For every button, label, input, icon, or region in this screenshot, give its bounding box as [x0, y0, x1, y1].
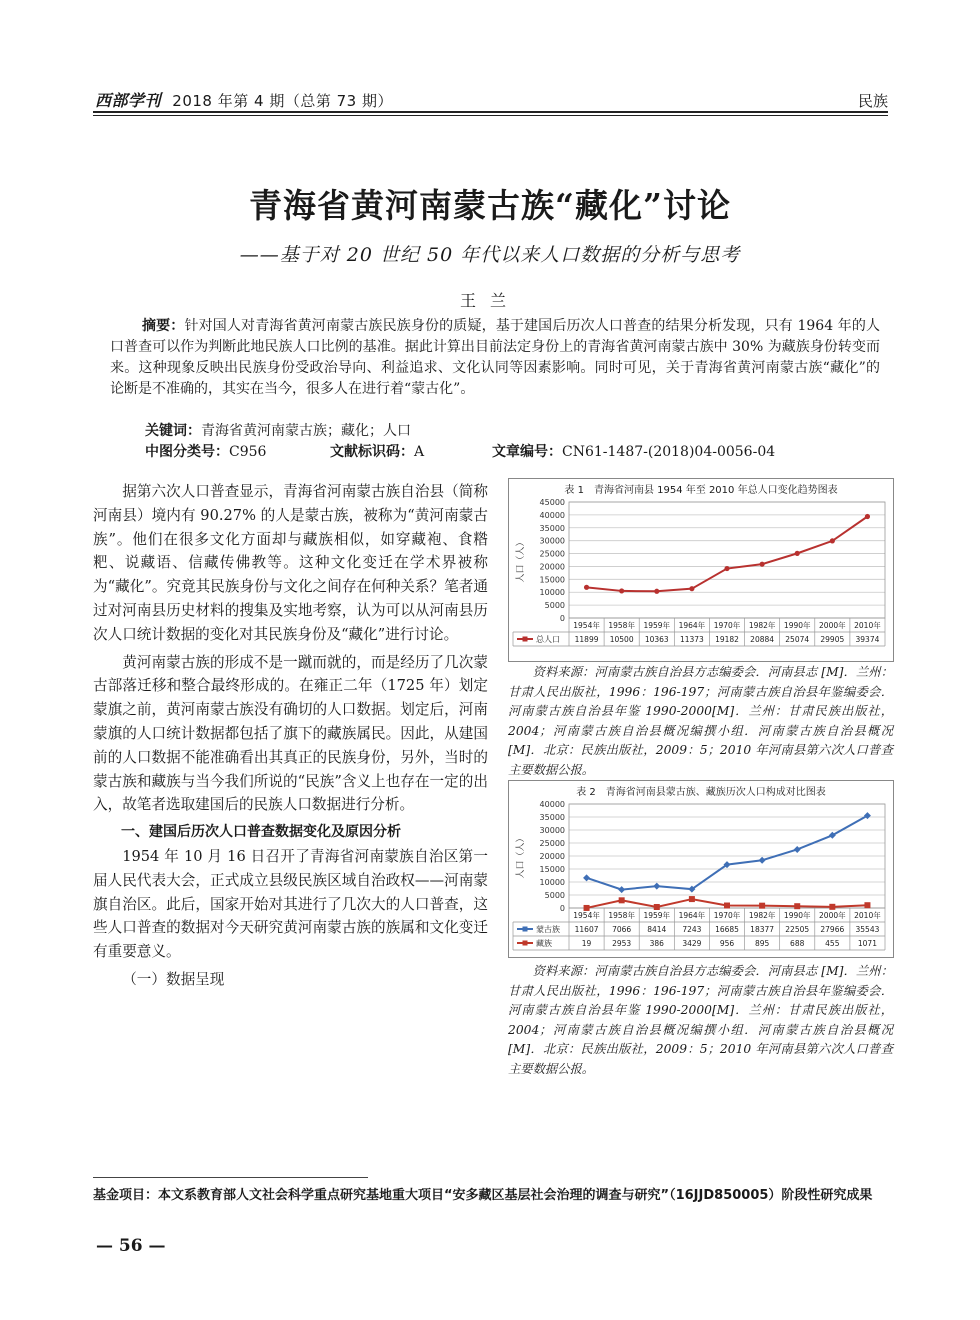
y-tick-label: 45000 — [539, 498, 565, 507]
legend-marker — [523, 927, 528, 932]
y-tick-label: 15000 — [539, 575, 565, 585]
x-tick-label: 2000年 — [819, 621, 846, 630]
data-point — [794, 846, 801, 853]
journal-logo: 西部学刊 — [95, 91, 162, 110]
article-number-label: 文章编号： — [492, 444, 562, 460]
data-point — [864, 902, 870, 908]
keywords-text: 青海省黄河南蒙古族；藏化；人口 — [201, 423, 411, 439]
x-tick-label: 1982年 — [748, 621, 776, 630]
journal-header — [95, 88, 393, 111]
data-point — [724, 903, 730, 909]
keywords — [145, 420, 411, 440]
data-point — [654, 589, 659, 594]
series-line — [587, 816, 868, 890]
data-point — [618, 886, 625, 893]
x-tick-label: 1970年 — [713, 911, 741, 920]
body-column-left — [93, 480, 488, 992]
x-tick-label: 1954年 — [573, 911, 600, 920]
source-note-2-text: 资料来源：河南蒙古族自治县方志编委会．河南县志 [M]．兰州：甘肃人民出版社，1996：196-197；河南蒙古族自治县年鉴编委会．河南蒙古族自治县年鉴 1990-2000[M]．兰州：甘肃民族出版社，2004；河南蒙古族自治县概况编撰小组．河南蒙古族自治县概况 [M]．北京：民族出版社，2009：5；2010 年河南县第六次人口普查主要数据公报。 — [508, 964, 893, 1076]
y-tick-label: 40000 — [539, 800, 565, 809]
paragraph-1: 据第六次人口普查显示，青海省河南蒙古族自治县（简称河南县）境内有 90.27% 的人是蒙古族，被称为“黄河南蒙古族”。他们在很多文化方面却与藏族相似，如穿藏袍、食糌粑、说藏语、信藏传佛教等。这种文化变迁在学术界被称为“藏化”。究竟其民族身份与文化之间存在何种关系？笔者通过对河南县历史材料的搜集及实地考察，认为可以从河南县历次人口统计数据的变化对其民族身份及“藏化”进行讨论。 — [93, 483, 488, 643]
data-point — [724, 566, 729, 571]
header-rule — [93, 111, 888, 113]
data-label: 895 — [754, 939, 770, 948]
data-label: 11607 — [574, 925, 599, 934]
y-tick-label: 25000 — [539, 839, 565, 848]
data-label: 7243 — [682, 925, 702, 934]
data-label: 11899 — [574, 635, 599, 644]
data-point — [619, 897, 625, 903]
y-tick-label: 35000 — [539, 523, 565, 533]
data-label: 10500 — [609, 635, 634, 644]
section-heading-1: 一、建国后历次人口普查数据变化及原因分析 — [121, 824, 401, 841]
source-note-2 — [508, 962, 893, 1079]
x-tick-label: 1990年 — [783, 621, 811, 630]
chart-1-frame — [508, 478, 894, 662]
x-tick-label: 1964年 — [678, 911, 706, 920]
source-note-1-text: 资料来源：河南蒙古族自治县方志编委会．河南县志 [M]．兰州：甘肃人民出版社，1996：196-197；河南蒙古族自治县年鉴编委会．河南蒙古族自治县年鉴 1990-2000[M]．兰州：甘肃民族出版社，2004；河南蒙古族自治县概况编撰小组．河南蒙古族自治县概况 [M]．北京：民族出版社，2009：5；2010 年河南县第六次人口普查主要数据公报。 — [508, 665, 893, 777]
x-tick-label: 2000年 — [819, 911, 846, 920]
data-point — [583, 874, 590, 881]
data-label: 22505 — [785, 925, 810, 934]
data-point — [795, 551, 800, 556]
paragraph-3: 1954 年 10 月 16 日召开了青海省河南蒙族自治区第一届人民代表大会，正式成立县级民族区域自治政权——河南蒙旗自治区。此后，国家开始对其进行了几次大的人口普查，这些人口普查的数据对今天研究黄河南蒙古族的族属和文化变迁有重要意义。 — [93, 847, 488, 961]
y-tick-label: 5000 — [544, 891, 565, 900]
legend-label: 蒙古族 — [536, 925, 560, 934]
data-point — [794, 903, 800, 909]
data-label: 386 — [649, 939, 664, 948]
source-note-1 — [508, 663, 893, 780]
plot-area — [569, 502, 885, 618]
data-label: 39374 — [855, 635, 880, 644]
doc-code — [330, 441, 424, 461]
page-number: — 56 — — [96, 1236, 166, 1256]
abstract-text: 针对国人对青海省黄河南蒙古族民族身份的质疑，基于建国后历次人口普查的结果分析发现，只有 1964 年的人口普查可以作为判断此地民族人口比例的基准。据此计算出目前法定身份上的青海省黄河南蒙古族中 30% 为藏族身份转变而来。这种现象反映出民族身份受政治导向、利益追求、文化认同等因素影响。同时可见，关于青海省黄河南蒙古族“藏化”的论断是不准确的，其实在当今，很多人在进行着“蒙古化”。 — [110, 318, 881, 397]
doc-code-value: A — [414, 444, 425, 460]
x-tick-label: 1959年 — [643, 621, 671, 630]
clc-label: 中图分类号： — [145, 444, 229, 460]
data-label: 11373 — [679, 635, 704, 644]
legend-marker — [523, 637, 528, 642]
y-tick-label: 25000 — [539, 549, 565, 559]
data-label: 10363 — [644, 635, 669, 644]
y-tick-label: 20000 — [539, 562, 565, 572]
y-tick-label: 0 — [559, 904, 565, 913]
data-point — [689, 896, 695, 902]
data-point — [653, 883, 660, 890]
chart-2 — [509, 798, 893, 958]
data-point — [759, 857, 766, 864]
doc-code-label: 文献标识码： — [330, 444, 414, 460]
author-name: 王兰 — [459, 291, 520, 310]
header-rule-thin — [93, 115, 888, 116]
paper-subtitle: ——基于对 20 世纪 50 年代以来人口数据的分析与思考 — [239, 244, 741, 266]
data-label: 3429 — [682, 939, 702, 948]
y-tick-label: 15000 — [539, 865, 565, 874]
x-tick-label: 2010年 — [854, 621, 881, 630]
data-label: 7066 — [612, 925, 632, 934]
data-label: 956 — [719, 939, 735, 948]
data-point — [830, 538, 835, 543]
data-point — [584, 905, 590, 911]
y-tick-label: 0 — [559, 614, 565, 623]
clc-value: C956 — [229, 444, 267, 460]
abstract-label: 摘要： — [142, 318, 185, 334]
y-tick-label: 5000 — [544, 601, 565, 611]
data-point — [759, 903, 765, 909]
data-label: 688 — [790, 939, 805, 948]
y-tick-label: 10000 — [539, 588, 565, 598]
chart-1 — [509, 496, 893, 662]
data-point — [865, 514, 870, 519]
data-point — [829, 904, 835, 910]
x-tick-label: 1958年 — [608, 621, 635, 630]
x-tick-label: 1982年 — [748, 911, 776, 920]
chart-1-title: 表 1 青海省河南县 1954 年至 2010 年总人口变化趋势图表 — [564, 485, 838, 496]
data-label: 25074 — [785, 635, 810, 644]
legend-marker — [523, 941, 528, 946]
y-tick-label: 10000 — [539, 878, 565, 887]
x-tick-label: 1959年 — [643, 911, 671, 920]
x-tick-label: 1954年 — [573, 621, 600, 630]
subsection-heading-1: （一）数据呈现 — [122, 970, 225, 988]
y-axis-label: 人口（人） — [516, 537, 526, 583]
paper-title: 青海省黄河南蒙古族“藏化”讨论 — [249, 186, 731, 225]
fund-note: 基金项目：本文系教育部人文社会科学重点研究基地重大项目“安多藏区基层社会治理的调查与研究”（16JJD850005）阶段性研究成果 — [93, 1188, 873, 1203]
data-label: 16685 — [715, 925, 739, 934]
clc-number — [145, 441, 266, 461]
data-label: 20884 — [750, 635, 775, 644]
article-number — [492, 441, 775, 461]
chart-2-title: 表 2 青海省河南县蒙古族、藏族历次人口构成对比图表 — [576, 787, 826, 798]
data-label: 35543 — [855, 925, 880, 934]
paragraph-2: 黄河南蒙古族的形成不是一蹴而就的，而是经历了几次蒙古部落迁移和整合最终形成的。在雍正二年（1725 年）划定蒙旗之前，黄河南蒙古族没有确切的人口数据。划定后，河南蒙旗的人口统计数据都包括了旗下的藏族属民。因此，从建国前的人口数据不能准确看出其真正的民族身份，另外，当时的蒙古族和藏族与当今我们所说的“民族”含义上也存在一定的出入，故笔者选取建国后的民族人口数据进行分析。 — [93, 653, 488, 814]
y-tick-label: 40000 — [539, 510, 565, 520]
data-label: 2953 — [612, 939, 632, 948]
section-label: 民族 — [857, 92, 888, 110]
data-label: 1071 — [857, 939, 877, 948]
article-number-value: CN61-1487-(2018)04-0056-04 — [562, 444, 776, 460]
data-label: 455 — [825, 939, 840, 948]
chart-2-frame — [508, 780, 894, 958]
y-tick-label: 20000 — [539, 852, 565, 861]
y-tick-label: 30000 — [539, 536, 565, 546]
data-point — [654, 904, 660, 910]
x-tick-label: 1970年 — [713, 621, 741, 630]
footnote-rule — [93, 1177, 368, 1178]
x-tick-label: 2010年 — [854, 911, 881, 920]
data-label: 19182 — [715, 635, 739, 644]
x-tick-label: 1990年 — [783, 911, 811, 920]
abstract — [110, 316, 880, 400]
data-point — [584, 585, 589, 590]
data-label: 8414 — [647, 925, 667, 934]
data-label: 27966 — [820, 925, 845, 934]
x-tick-label: 1958年 — [608, 911, 635, 920]
x-tick-label: 1964年 — [678, 621, 706, 630]
data-label: 19 — [581, 939, 592, 948]
data-point — [619, 588, 624, 593]
data-label: 29905 — [820, 635, 845, 644]
legend-label: 藏族 — [536, 939, 552, 948]
data-point — [760, 562, 765, 567]
y-tick-label: 30000 — [539, 826, 565, 835]
keywords-label: 关键词： — [145, 423, 201, 439]
data-label: 18377 — [750, 925, 775, 934]
journal-issue: 2018 年第 4 期（总第 73 期） — [172, 92, 393, 110]
legend-label: 总人口 — [536, 635, 560, 644]
y-tick-label: 35000 — [539, 813, 565, 822]
y-axis-label: 人口（人） — [516, 833, 526, 879]
data-point — [689, 586, 694, 591]
